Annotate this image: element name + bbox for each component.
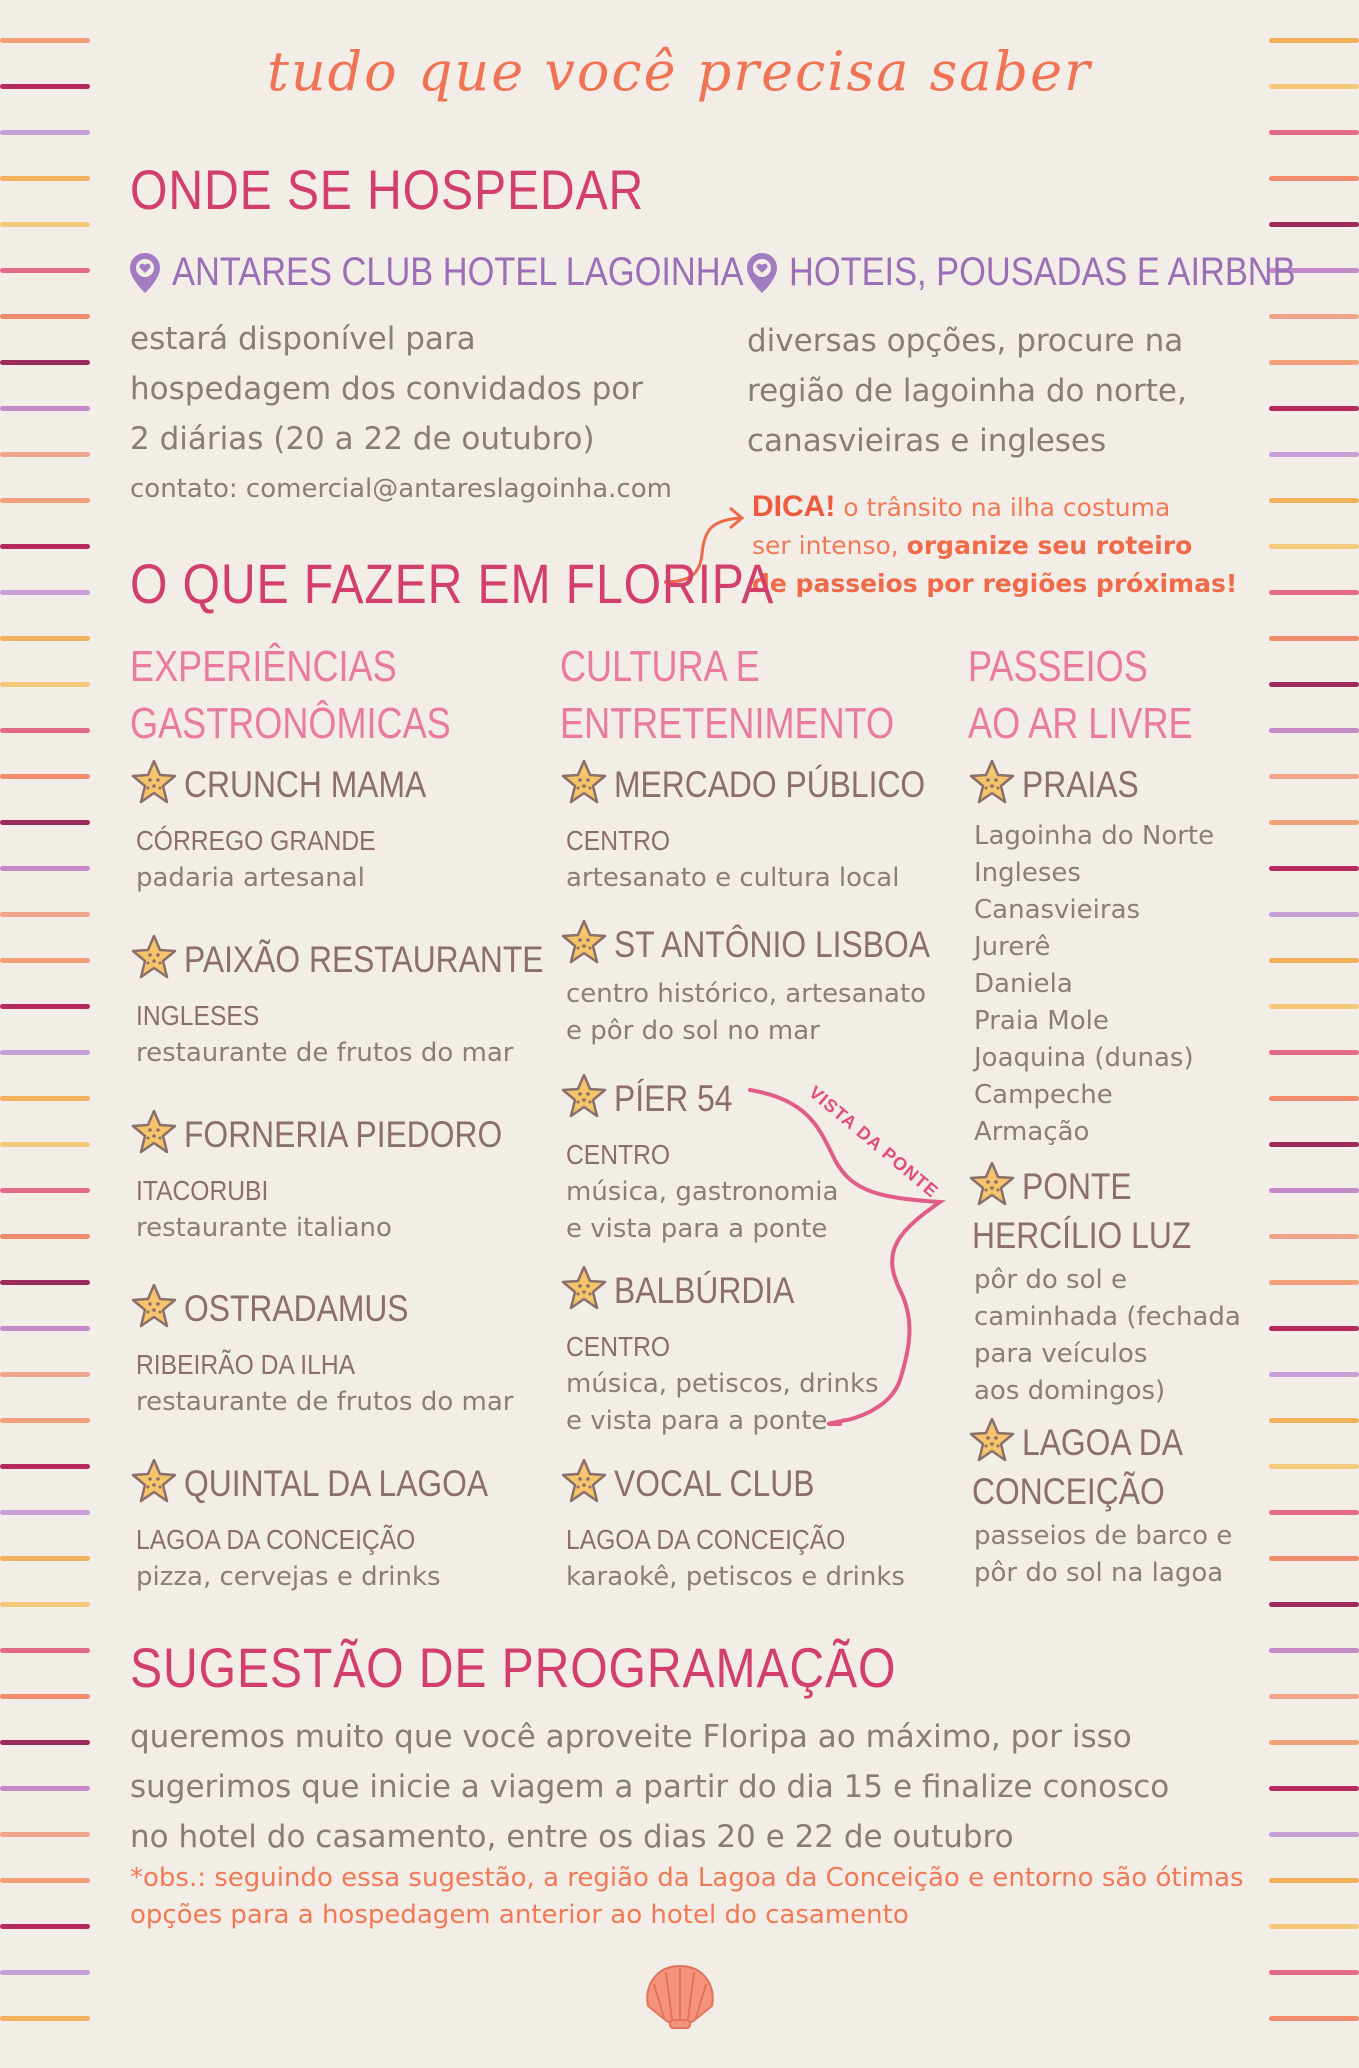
tip-highlight: de passeios por regiões próximas! <box>752 569 1238 598</box>
right-stripe-border <box>1269 0 1359 2068</box>
decorative-stripe <box>0 406 90 411</box>
decorative-stripe <box>0 360 90 365</box>
decorative-stripe <box>1269 1924 1359 1929</box>
decorative-stripe <box>1269 958 1359 963</box>
list-item: VOCAL CLUB LAGOA DA CONCEIÇÃO karaokê, petiscos e drinks <box>560 1461 905 1596</box>
decorative-stripe <box>0 728 90 733</box>
hotel-name: ANTARES CLUB HOTEL LAGOINHA <box>172 250 744 294</box>
list-item-ponte: PONTE HERCÍLIO LUZ pôr do sol e caminhada (fechada para veículos aos domingos) <box>968 1164 1241 1410</box>
section-title-todo: O QUE FAZER EM FLORIPA <box>130 552 775 615</box>
decorative-stripe <box>0 1970 90 1975</box>
other-lodging-description <box>747 316 1187 466</box>
decorative-stripe <box>0 1832 90 1837</box>
decorative-stripe <box>0 1326 90 1331</box>
decorative-stripe <box>0 222 90 227</box>
decorative-stripe <box>1269 1556 1359 1561</box>
decorative-stripe <box>0 130 90 135</box>
section-title-schedule: SUGESTÃO DE PROGRAMAÇÃO <box>130 1636 897 1699</box>
decorative-stripe <box>0 1418 90 1423</box>
decorative-stripe <box>0 1142 90 1147</box>
decorative-stripe <box>1269 1878 1359 1883</box>
decorative-stripe <box>0 1050 90 1055</box>
list-item-lagoa: LAGOA DA CONCEIÇÃO passeios de barco e pôr do sol na lagoa <box>968 1420 1232 1592</box>
starfish-icon <box>968 758 1016 806</box>
starfish-icon <box>130 1108 178 1156</box>
decorative-stripe <box>0 1096 90 1101</box>
decorative-stripe <box>1269 544 1359 549</box>
beach-name: Ingleses <box>974 858 1081 888</box>
tip-line: o trânsito na ilha costuma <box>843 493 1171 522</box>
decorative-stripe <box>1269 1050 1359 1055</box>
decorative-stripe <box>1269 1832 1359 1837</box>
decorative-stripe <box>0 636 90 641</box>
tip-label: DICA! <box>752 490 836 523</box>
decorative-stripe <box>0 1004 90 1009</box>
starfish-icon <box>560 918 608 966</box>
starfish-icon <box>130 1282 178 1330</box>
beach-name: Jurerê <box>974 932 1051 962</box>
decorative-stripe <box>1269 1694 1359 1699</box>
tip-highlight: organize seu roteiro <box>906 531 1193 560</box>
decorative-stripe <box>1269 1648 1359 1653</box>
decorative-stripe <box>1269 682 1359 687</box>
decorative-stripe <box>1269 406 1359 411</box>
decorative-stripe <box>1269 1142 1359 1147</box>
seashell-icon <box>640 1960 720 2032</box>
decorative-stripe <box>0 590 90 595</box>
other-line: canasvieiras e ingleses <box>747 423 1107 459</box>
starfish-icon <box>130 758 178 806</box>
decorative-stripe <box>1269 1510 1359 1515</box>
list-item: FORNERIA PIEDORO ITACORUBI restaurante italiano <box>130 1112 554 1247</box>
list-item: PÍER 54 CENTRO música, gastronomia e vista para a ponte <box>560 1076 838 1248</box>
starfish-icon <box>130 1457 178 1505</box>
section-title-stay: ONDE SE HOSPEDAR <box>130 158 645 221</box>
decorative-stripe <box>0 1464 90 1469</box>
script-title: tudo que você precisa saber <box>267 40 1092 103</box>
decorative-stripe <box>0 2016 90 2021</box>
decorative-stripe <box>1269 866 1359 871</box>
beach-name: Armação <box>974 1117 1090 1147</box>
list-item: QUINTAL DA LAGOA LAGOA DA CONCEIÇÃO pizza, cervejas e drinks <box>130 1461 538 1596</box>
starfish-icon <box>560 1264 608 1312</box>
decorative-stripe <box>1269 774 1359 779</box>
beach-name: Canasvieiras <box>974 895 1141 925</box>
decorative-stripe <box>1269 1418 1359 1423</box>
decorative-stripe <box>0 498 90 503</box>
decorative-stripe <box>0 1648 90 1653</box>
decorative-stripe <box>0 1694 90 1699</box>
decorative-stripe <box>1269 1786 1359 1791</box>
decorative-stripe <box>1269 1970 1359 1975</box>
decorative-stripe <box>1269 176 1359 181</box>
decorative-stripe <box>1269 820 1359 825</box>
decorative-stripe <box>0 958 90 963</box>
decorative-stripe <box>1269 498 1359 503</box>
decorative-stripe <box>0 1556 90 1561</box>
list-item: CRUNCH MAMA CÓRREGO GRANDE padaria artesanal <box>130 762 466 897</box>
hotel-line: 2 diárias (20 a 22 de outubro) <box>130 421 595 457</box>
decorative-stripe <box>1269 2016 1359 2021</box>
decorative-stripe <box>0 774 90 779</box>
starfish-icon <box>560 758 608 806</box>
decorative-stripe <box>1269 452 1359 457</box>
map-pin-heart-icon <box>745 251 779 295</box>
left-stripe-border <box>0 0 90 2068</box>
bridge-view-label: VISTA DA PONTE <box>805 1082 943 1202</box>
hotel-line: estará disponível para <box>130 321 476 357</box>
decorative-stripe <box>0 1740 90 1745</box>
decorative-stripe <box>0 176 90 181</box>
decorative-stripe <box>1269 130 1359 135</box>
decorative-stripe <box>1269 1004 1359 1009</box>
list-item: MERCADO PÚBLICO CENTRO artesanato e cultura local <box>560 762 976 897</box>
other-line: região de lagoinha do norte, <box>747 373 1187 409</box>
starfish-icon <box>968 1160 1016 1208</box>
hotel-contact: contato: comercial@antareslagoinha.com <box>130 474 672 504</box>
beach-name: Campeche <box>974 1080 1113 1110</box>
starfish-icon <box>560 1457 608 1505</box>
decorative-stripe <box>1269 1464 1359 1469</box>
decorative-stripe <box>0 1280 90 1285</box>
column-heading-culture: CULTURA E ENTRETENIMENTO <box>560 642 895 748</box>
beach-name: Joaquina (dunas) <box>974 1043 1194 1073</box>
decorative-stripe <box>1269 360 1359 365</box>
decorative-stripe <box>1269 1602 1359 1607</box>
decorative-stripe <box>0 314 90 319</box>
decorative-stripe <box>1269 590 1359 595</box>
decorative-stripe <box>0 1878 90 1883</box>
list-item: ST ANTÔNIO LISBOA centro histórico, artesanato e pôr do sol no mar <box>560 922 981 1050</box>
beach-name: Praia Mole <box>974 1006 1109 1036</box>
decorative-stripe <box>0 1188 90 1193</box>
list-item-praias: PRAIAS Lagoinha do Norte Ingleses Canasvieiras Jurerê Daniela Praia Mole Joaquina (dunas) Campeche Armação <box>968 762 1214 1151</box>
decorative-stripe <box>1269 1234 1359 1239</box>
list-item: BALBÚRDIA CENTRO música, petiscos, drinks e vista para a ponte <box>560 1268 879 1440</box>
decorative-stripe <box>1269 222 1359 227</box>
decorative-stripe <box>1269 728 1359 733</box>
decorative-stripe <box>0 544 90 549</box>
decorative-stripe <box>0 866 90 871</box>
starfish-icon <box>560 1072 608 1120</box>
decorative-stripe <box>1269 1188 1359 1193</box>
schedule-note: *obs.: seguindo essa sugestão, a região da Lagoa da Conceição e entorno são ótimas opções para a hospedagem anterior ao hotel do casamento <box>130 1863 1244 1930</box>
list-item: PAIXÃO RESTAURANTE INGLESES restaurante de frutos do mar <box>130 937 602 1072</box>
decorative-stripe <box>1269 1740 1359 1745</box>
schedule-description: queremos muito que você aproveite Floripa ao máximo, por isso sugerimos que inicie a viagem a partir do dia 15 e finalize conosco no hotel do casamento, entre os dias 20 e 22 de outubro <box>130 1719 1170 1855</box>
decorative-stripe <box>0 820 90 825</box>
tip-line: ser intenso, <box>752 531 907 560</box>
list-item: OSTRADAMUS RIBEIRÃO DA ILHA restaurante de frutos do mar <box>130 1286 513 1421</box>
decorative-stripe <box>1269 636 1359 641</box>
decorative-stripe <box>0 912 90 917</box>
other-lodging-heading <box>745 250 1359 295</box>
hotel-heading <box>128 250 837 295</box>
tip-box <box>752 488 1237 603</box>
decorative-stripe <box>1269 1326 1359 1331</box>
decorative-stripe <box>0 1602 90 1607</box>
other-lodging-name: HOTEIS, POUSADAS E AIRBNB <box>789 250 1296 294</box>
column-heading-outdoor: PASSEIOS AO AR LIVRE <box>968 642 1193 748</box>
column-heading-gastronomy: EXPERIÊNCIAS GASTRONÔMICAS <box>130 642 451 748</box>
other-line: diversas opções, procure na <box>747 323 1184 359</box>
starfish-icon <box>130 933 178 981</box>
decorative-stripe <box>0 1510 90 1515</box>
decorative-stripe <box>0 452 90 457</box>
decorative-stripe <box>1269 912 1359 917</box>
decorative-stripe <box>0 682 90 687</box>
decorative-stripe <box>0 1372 90 1377</box>
hotel-description <box>130 314 643 464</box>
map-pin-heart-icon <box>128 251 162 295</box>
decorative-stripe <box>0 1786 90 1791</box>
hotel-line: hospedagem dos convidados por <box>130 371 643 407</box>
decorative-stripe <box>1269 1372 1359 1377</box>
beach-name: Lagoinha do Norte <box>974 821 1215 851</box>
starfish-icon <box>968 1416 1016 1464</box>
decorative-stripe <box>1269 1096 1359 1101</box>
decorative-stripe <box>1269 1280 1359 1285</box>
decorative-stripe <box>1269 314 1359 319</box>
decorative-stripe <box>0 1924 90 1929</box>
decorative-stripe <box>0 268 90 273</box>
beach-name: Daniela <box>974 969 1073 999</box>
decorative-stripe <box>0 1234 90 1239</box>
